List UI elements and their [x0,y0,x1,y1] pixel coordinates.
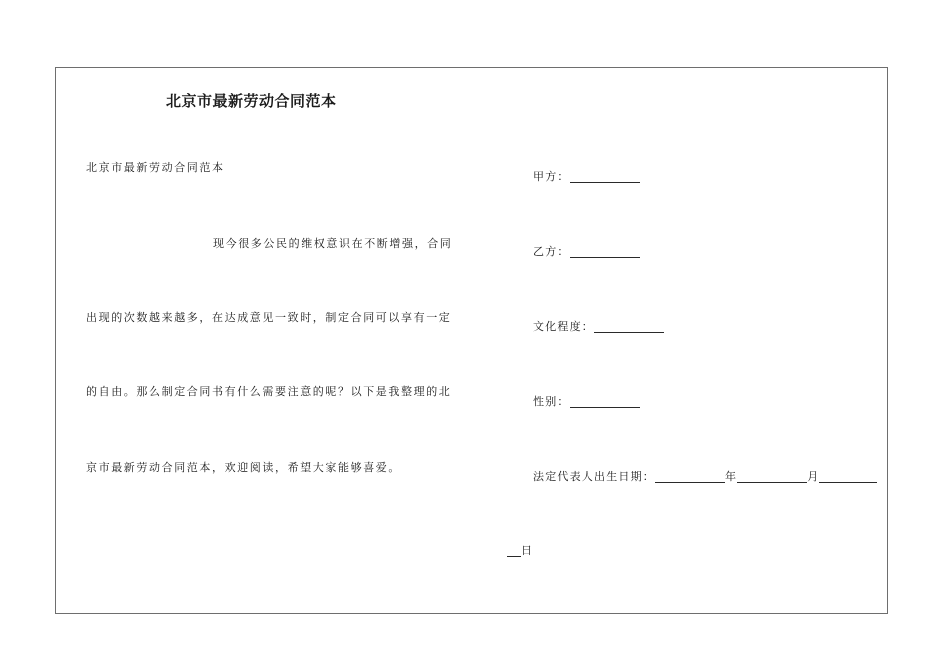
page-border [55,67,888,614]
party-a-label: 甲方： [533,170,570,183]
paragraph-line-3: 的自由。那么制定合同书有什么需要注意的呢？以下是我整理的北 [86,385,452,398]
education-field [533,318,664,334]
year-label: 年 [725,470,738,483]
party-a-blank[interactable] [570,171,640,183]
birth-month-blank[interactable] [737,471,807,483]
day-label: 日 [521,544,534,557]
day-blank[interactable] [507,545,521,557]
party-b-label: 乙方： [533,245,570,258]
gender-field [533,393,640,409]
birth-date-label: 法定代表人出生日期： [533,470,655,483]
party-b-blank[interactable] [570,246,640,258]
party-a-field [533,168,640,184]
gender-blank[interactable] [570,396,640,408]
birth-date-field [533,468,877,484]
birth-day-blank[interactable] [819,471,877,483]
education-label: 文化程度： [533,320,594,333]
gender-label: 性别： [533,395,570,408]
document-subtitle: 北京市最新劳动合同范本 [86,161,225,174]
day-field [507,542,533,558]
paragraph-line-4: 京市最新劳动合同范本，欢迎阅读，希望大家能够喜爱。 [86,461,401,474]
paragraph-line-1: 现今很多公民的维权意识在不断增强，合同 [213,237,453,250]
birth-year-blank[interactable] [655,471,725,483]
document-title: 北京市最新劳动合同范本 [166,92,337,110]
education-blank[interactable] [594,321,664,333]
month-label: 月 [807,470,820,483]
paragraph-line-2: 出现的次数越来越多，在达成意见一致时，制定合同可以享有一定 [86,311,452,324]
party-b-field [533,243,640,259]
